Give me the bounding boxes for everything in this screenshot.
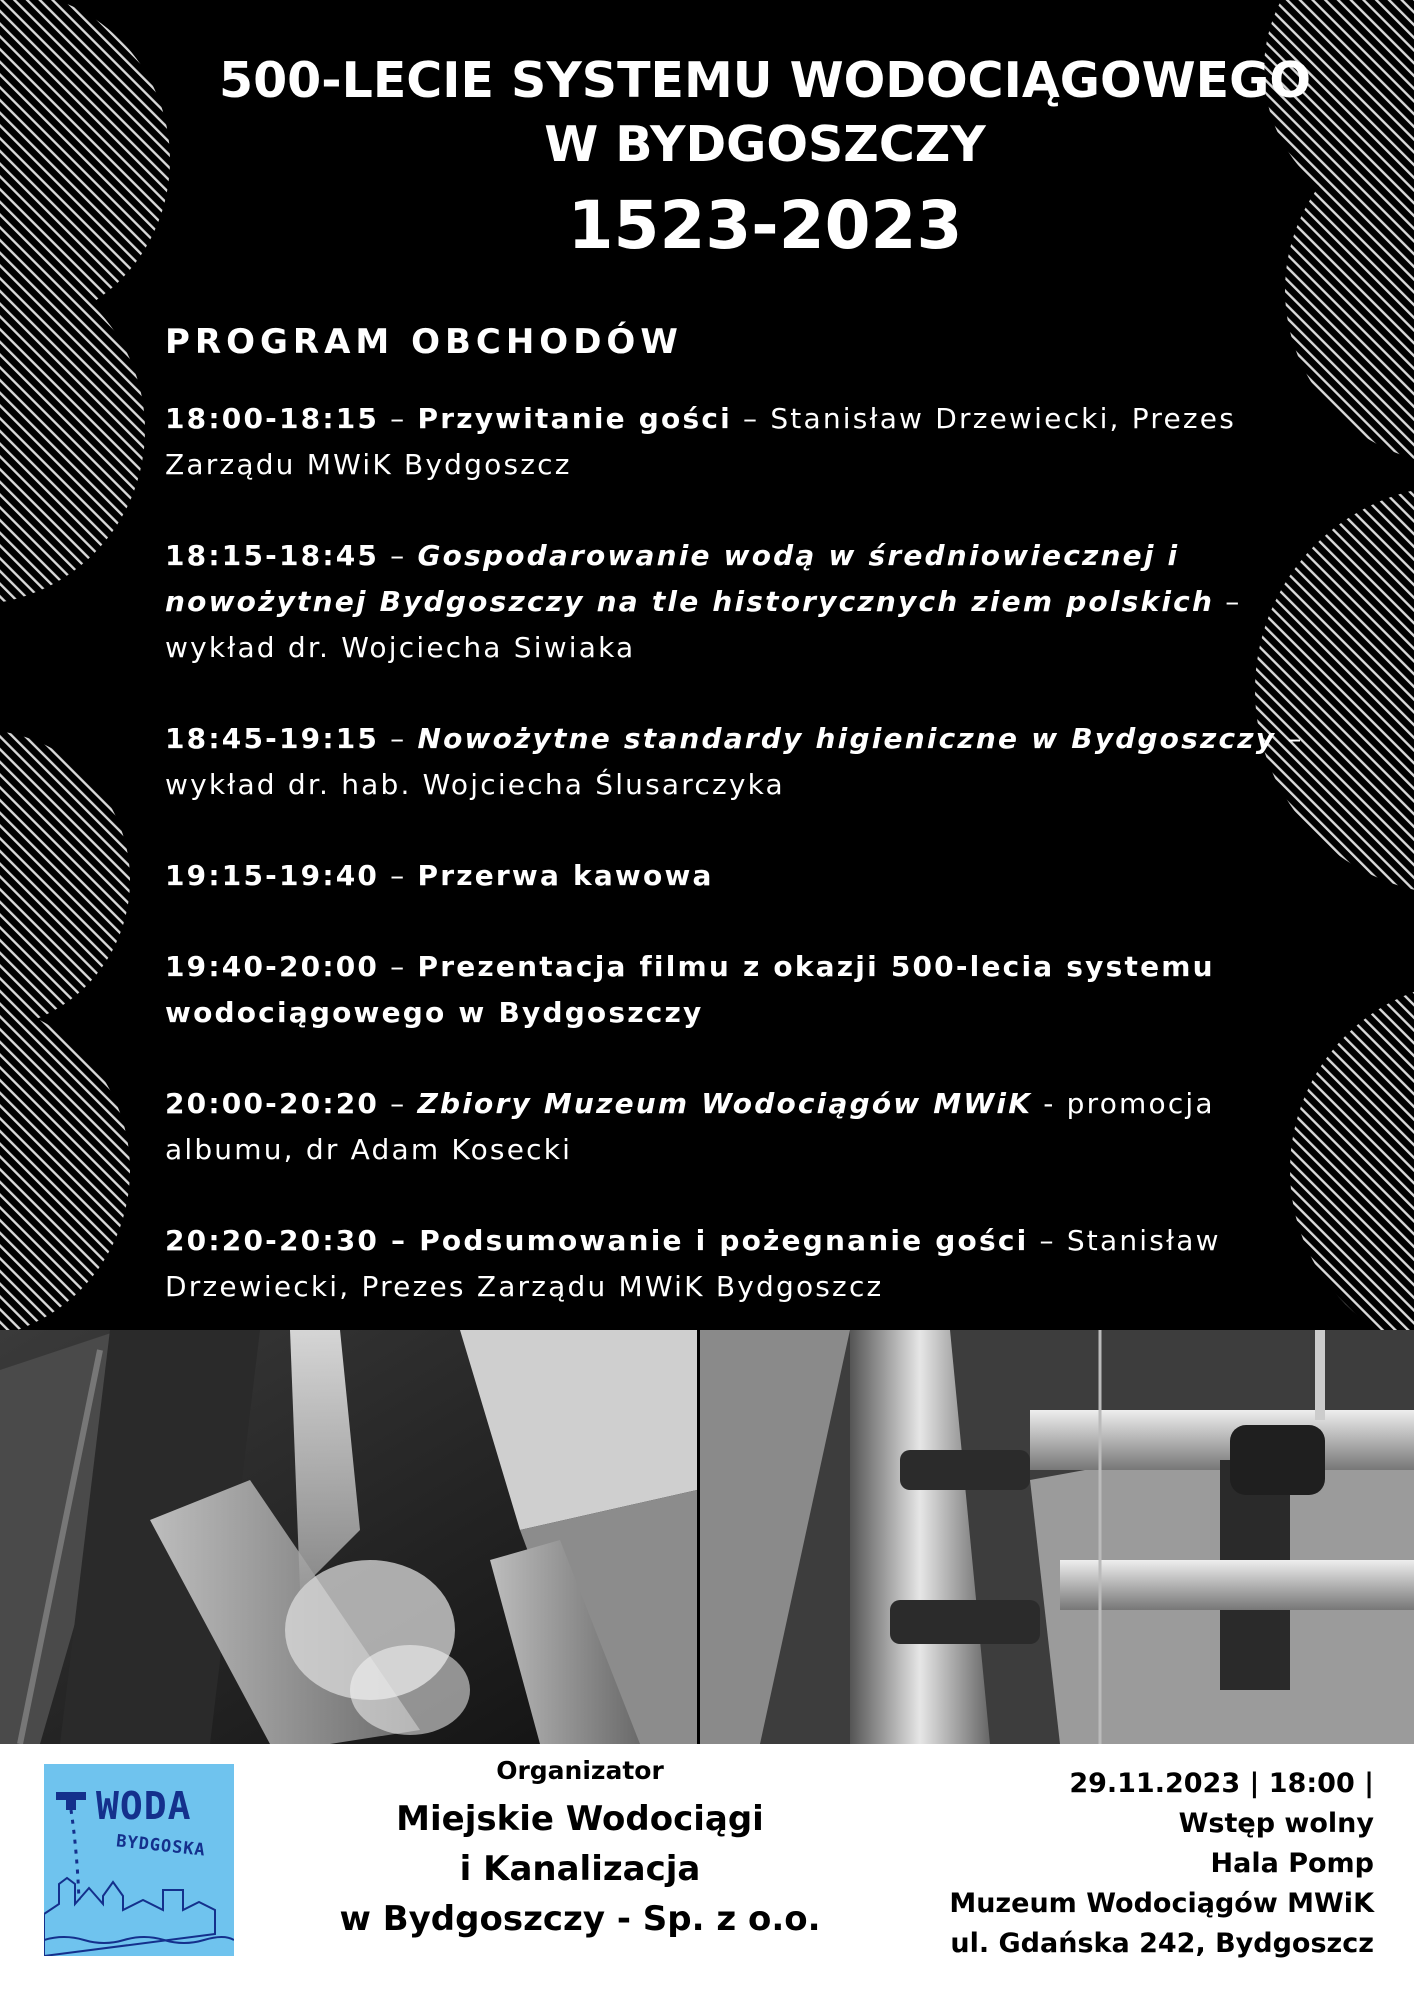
- pump-hall-photo: [700, 1330, 1414, 1744]
- organizer-name-line2: i Kanalizacja: [459, 1849, 701, 1889]
- title-line2: W BYDGOSZCZY: [544, 116, 986, 173]
- item-title: Przywitanie gości: [417, 402, 732, 435]
- item-title: Nowożytne standardy higieniczne w Bydgoszczy: [417, 722, 1277, 755]
- item-title: Podsumowanie i pożegnanie gości: [419, 1224, 1029, 1257]
- item-separator: –: [379, 402, 418, 435]
- program-item: [165, 944, 1345, 1036]
- organizer-name-line3: w Bydgoszczy - Sp. z o.o.: [339, 1899, 821, 1939]
- organizer-name-line1: Miejskie Wodociągi: [396, 1799, 764, 1839]
- item-time: 20:20-20:30: [165, 1224, 380, 1257]
- title-years: 1523-2023: [567, 187, 963, 264]
- organizer-label: Organizator: [496, 1756, 664, 1785]
- event-info: [949, 1764, 1374, 1964]
- program-item: [165, 853, 1345, 899]
- event-address: ul. Gdańska 242, Bydgoszcz: [950, 1928, 1374, 1959]
- item-title: Gospodarowanie wodą w średniowiecznej i nowożytnej Bydgoszczy na tle historycznych ziem polskich: [165, 539, 1215, 618]
- program-list: [165, 396, 1345, 1355]
- item-title: Przerwa kawowa: [417, 859, 714, 892]
- program-item: [165, 1218, 1345, 1310]
- title-line1: 500-LECIE SYSTEMU WODOCIĄGOWEGO: [218, 52, 1312, 109]
- item-separator: –: [379, 1224, 420, 1257]
- item-separator: –: [379, 1087, 418, 1120]
- organizer-name: [300, 1794, 860, 1944]
- logo-text-woda: WODA: [96, 1784, 192, 1828]
- program-item: [165, 396, 1345, 488]
- photo-strip: [0, 1330, 1414, 1744]
- woda-bydgoska-logo: [44, 1764, 234, 1956]
- logo-text-bydgoska: BYDGOSKA: [115, 1831, 207, 1861]
- item-time: 20:00-20:20: [165, 1087, 380, 1120]
- item-separator: –: [379, 722, 418, 755]
- program-item: [165, 716, 1345, 808]
- item-title: Zbiory Muzeum Wodociągów MWiK: [417, 1087, 1033, 1120]
- water-wheel-photo: [0, 1330, 697, 1744]
- item-details: – wykład dr. Wojciecha Siwiaka: [165, 585, 1242, 664]
- program-item: [165, 1081, 1345, 1173]
- event-date: 29.11.2023 | 18:00 |: [1069, 1768, 1374, 1799]
- item-time: 18:00-18:15: [165, 402, 380, 435]
- item-time: 19:40-20:00: [165, 950, 380, 983]
- item-title: Prezentacja filmu z okazji 500-lecia systemu wodociągowego w Bydgoszczy: [165, 950, 1215, 1029]
- item-time: 18:45-19:15: [165, 722, 380, 755]
- item-separator: –: [379, 859, 418, 892]
- event-venue: Hala Pomp: [1210, 1848, 1374, 1879]
- item-details: – Stanisław Drzewiecki, Prezes Zarządu MWiK Bydgoszcz: [165, 402, 1236, 481]
- item-details: – Stanisław Drzewiecki, Prezes Zarządu MWiK Bydgoszcz: [165, 1224, 1221, 1303]
- item-separator: –: [379, 950, 418, 983]
- program-heading: PROGRAM OBCHODÓW: [165, 322, 683, 362]
- event-entry: Wstęp wolny: [1178, 1808, 1374, 1839]
- program-item: [165, 533, 1345, 671]
- event-museum: Muzeum Wodociągów MWiK: [949, 1888, 1374, 1919]
- footer: [0, 1744, 1414, 2000]
- item-details: - promocja albumu, dr Adam Kosecki: [165, 1087, 1215, 1166]
- item-time: 19:15-19:40: [165, 859, 380, 892]
- item-details: – wykład dr. hab. Wojciecha Ślusarczyka: [165, 722, 1304, 801]
- item-separator: –: [379, 539, 418, 572]
- item-time: 18:15-18:45: [165, 539, 380, 572]
